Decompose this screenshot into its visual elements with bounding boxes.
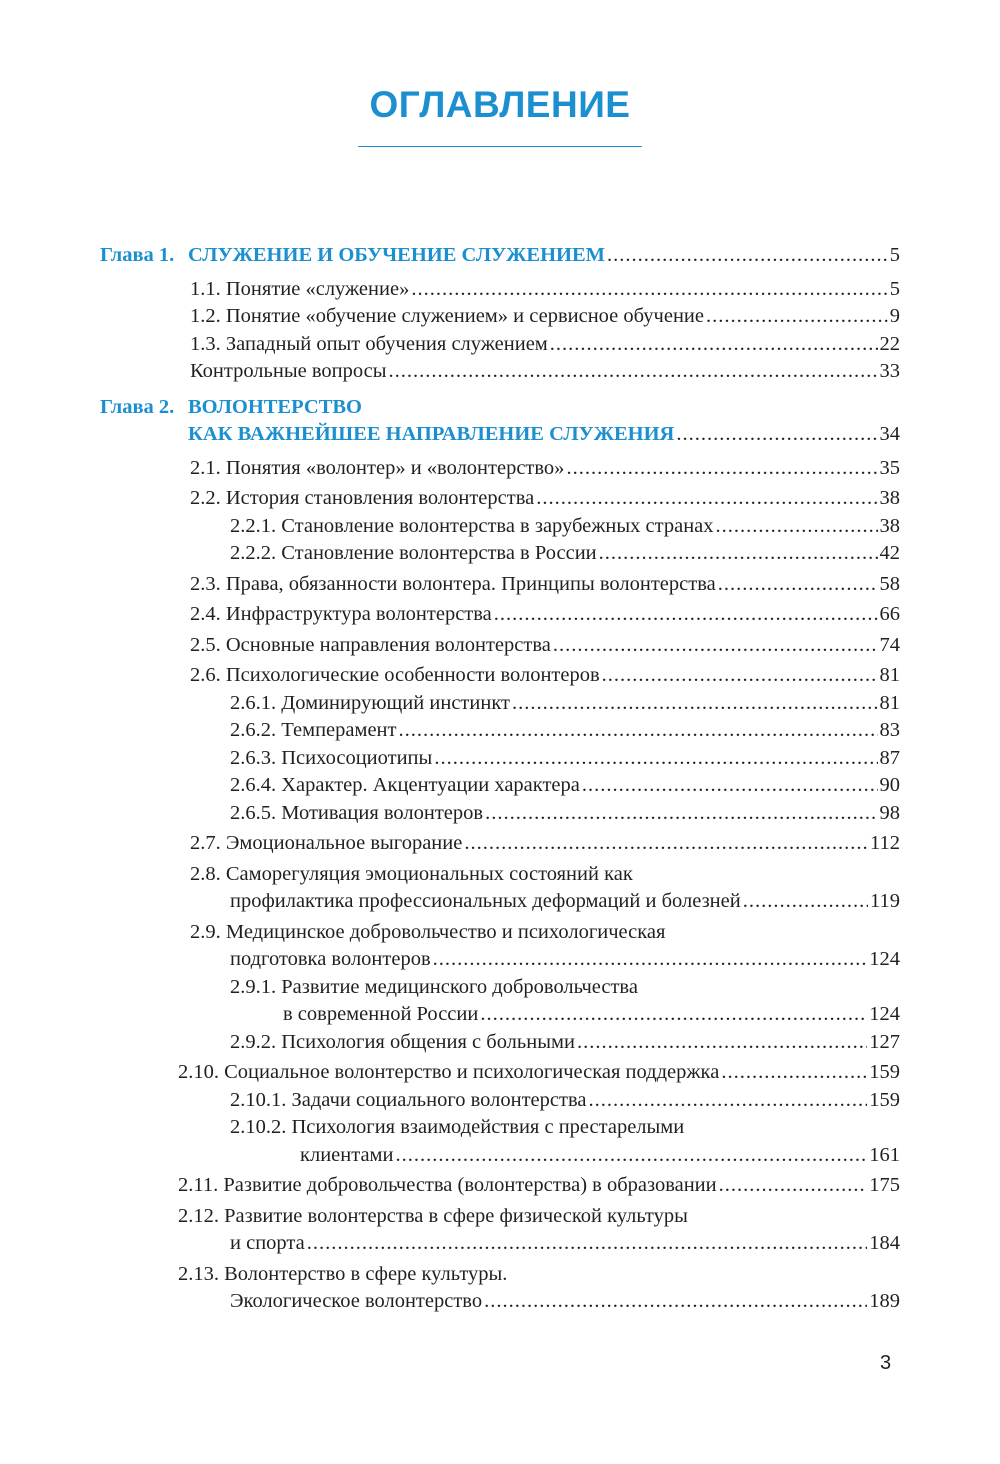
- entry-text: 1.1. Понятие «служение»: [190, 277, 410, 300]
- page-ref: 175: [869, 1174, 900, 1196]
- toc-entry-control-questions[interactable]: [100, 358, 900, 386]
- leader-dots: [480, 1001, 867, 1029]
- page-ref: 112: [870, 832, 900, 854]
- leader-dots: [395, 1142, 867, 1170]
- toc-entry-2-10-2[interactable]: [100, 1114, 900, 1169]
- toc-entry-1-2[interactable]: [100, 303, 900, 331]
- page-ref: 159: [869, 1088, 900, 1111]
- leader-dots: [411, 276, 887, 304]
- toc-entry-2-9-2[interactable]: [100, 1029, 900, 1057]
- entry-text: 2.4. Инфраструктура волонтерства: [190, 603, 492, 625]
- entry-text-line1: 2.8. Саморегуляция эмоциональных состояний как: [190, 862, 633, 885]
- leader-dots: [718, 571, 878, 599]
- page-title: ОГЛАВЛЕНИЕ: [369, 84, 631, 125]
- entry-text-line2: подготовка волонтеров: [230, 948, 431, 970]
- toc-entry-2-6-5[interactable]: [100, 800, 900, 828]
- entry-text: 2.1. Понятия «волонтер» и «волонтерство»: [190, 456, 565, 479]
- toc-chapter-2[interactable]: [100, 394, 900, 449]
- leader-dots: [494, 601, 878, 629]
- leader-dots: [582, 772, 878, 800]
- entry-text: Контрольные вопросы: [190, 360, 387, 382]
- toc-entry-2-2[interactable]: [100, 485, 900, 513]
- leader-dots: [553, 632, 878, 660]
- entry-text-line1: 2.10.2. Психология взаимодействия с престарелыми: [230, 1116, 685, 1138]
- entry-text: 2.7. Эмоциональное выгорание: [190, 832, 463, 854]
- page-ref: 58: [879, 572, 900, 595]
- page-ref: 119: [870, 890, 900, 912]
- entry-text-line2: клиентами: [300, 1143, 394, 1166]
- entry-text-line2: в современной России: [283, 1003, 479, 1025]
- page-number: 3: [880, 1352, 892, 1374]
- entry-text-line2: Экологическое волонтерство: [230, 1290, 483, 1312]
- page-ref: 5: [889, 277, 900, 300]
- page-ref: 90: [879, 774, 900, 796]
- leader-dots: [434, 745, 877, 773]
- page-ref: 34: [879, 423, 900, 445]
- chapter-prefix: Глава 2.: [100, 395, 175, 418]
- leader-dots: [550, 331, 878, 359]
- page-ref: 74: [879, 633, 900, 656]
- entry-text: 2.6.3. Психосоциотипы: [230, 746, 433, 769]
- page-ref: 81: [879, 691, 900, 714]
- entry-text-line1: 2.9. Медицинское добровольчество и психологическая: [190, 920, 666, 943]
- leader-dots: [719, 1172, 868, 1200]
- page-ref: 124: [869, 948, 900, 970]
- page-ref: 87: [879, 746, 900, 769]
- leader-dots: [566, 455, 877, 483]
- page-ref: 184: [869, 1232, 900, 1254]
- page-ref: 66: [879, 603, 900, 625]
- page-ref: 42: [879, 542, 900, 564]
- leader-dots: [512, 690, 878, 718]
- leader-dots: [485, 800, 877, 828]
- page-ref: 35: [879, 456, 900, 479]
- leader-dots: [464, 830, 868, 858]
- entry-text: 2.11. Развитие добровольчества (волонтерства) в образовании: [178, 1174, 717, 1196]
- title-underline: [358, 146, 642, 147]
- toc-entry-2-13[interactable]: [100, 1261, 900, 1316]
- chapter-title-line1: ВОЛОНТЕРСТВО: [188, 395, 362, 418]
- entry-text: 2.10.1. Задачи социального волонтерства: [230, 1088, 587, 1111]
- entry-text: 2.6.2. Темперамент: [230, 719, 397, 741]
- toc-entry-2-4[interactable]: [100, 601, 900, 629]
- page-ref: 33: [879, 360, 900, 382]
- toc-entry-2-6-4[interactable]: [100, 772, 900, 800]
- entry-text: 2.6.4. Характер. Акцентуации характера: [230, 774, 580, 796]
- toc-entry-2-9[interactable]: [100, 919, 900, 974]
- leader-dots: [577, 1029, 867, 1057]
- entry-text: 2.6.5. Мотивация волонтеров: [230, 801, 484, 824]
- toc-entry-2-6-1[interactable]: [100, 690, 900, 718]
- leader-dots: [307, 1230, 868, 1258]
- entry-text: 2.6. Психологические особенности волонтеров: [190, 664, 600, 686]
- entry-text: 2.6.1. Доминирующий инстинкт: [230, 691, 510, 714]
- toc-entry-2-6[interactable]: [100, 662, 900, 690]
- entry-text: 2.9.2. Психология общения с больными: [230, 1030, 575, 1053]
- entry-text: 2.3. Права, обязанности волонтера. Принципы волонтерства: [190, 572, 716, 595]
- entry-text-line1: 2.12. Развитие волонтерства в сфере физической культуры: [178, 1204, 688, 1227]
- toc-entry-2-10[interactable]: [100, 1059, 900, 1087]
- page-ref: 161: [869, 1143, 900, 1166]
- toc-entry-2-3[interactable]: [100, 571, 900, 599]
- entry-text-line1: 2.13. Волонтерство в сфере культуры.: [178, 1262, 508, 1285]
- toc-entry-2-5[interactable]: [100, 632, 900, 660]
- chapter-title-line2: КАК ВАЖНЕЙШЕЕ НАПРАВЛЕНИЕ СЛУЖЕНИЯ: [188, 423, 675, 445]
- toc-chapter-1[interactable]: [100, 242, 900, 270]
- page-ref: 9: [889, 305, 900, 327]
- toc-entry-2-1[interactable]: [100, 455, 900, 483]
- page-ref: 189: [869, 1290, 900, 1312]
- leader-dots: [721, 1059, 867, 1087]
- entry-text-line2: и спорта: [230, 1232, 305, 1254]
- entry-text: 2.2.1. Становление волонтерства в зарубежных странах: [230, 514, 714, 537]
- toc-entry-2-9-1[interactable]: [100, 974, 900, 1029]
- leader-dots: [716, 513, 878, 541]
- toc-entry-2-2-2[interactable]: [100, 540, 900, 568]
- leader-dots: [743, 888, 868, 916]
- leader-dots: [599, 540, 878, 568]
- leader-dots: [588, 1087, 867, 1115]
- entry-text: 2.2. История становления волонтерства: [190, 487, 535, 509]
- leader-dots: [607, 242, 888, 270]
- toc-entry-1-1[interactable]: [100, 276, 900, 304]
- leader-dots: [706, 303, 888, 331]
- leader-dots: [676, 421, 877, 449]
- chapter-prefix: Глава 1.: [100, 244, 175, 266]
- toc-entry-2-2-1[interactable]: [100, 513, 900, 541]
- leader-dots: [484, 1288, 867, 1316]
- toc-entry-2-11[interactable]: [100, 1172, 900, 1200]
- toc-entry-2-8[interactable]: [100, 861, 900, 916]
- page-ref: 81: [879, 664, 900, 686]
- entry-text-line2: профилактика профессиональных деформаций и болезней: [230, 890, 741, 912]
- entry-text: 1.3. Западный опыт обучения служением: [190, 332, 548, 355]
- entry-text: 2.5. Основные направления волонтерства: [190, 633, 551, 656]
- page-ref: 127: [869, 1030, 900, 1053]
- entry-text-line1: 2.9.1. Развитие медицинского добровольчества: [230, 975, 638, 998]
- page-ref: 5: [889, 244, 900, 266]
- page-ref: 83: [879, 719, 900, 741]
- toc-entry-2-7[interactable]: [100, 830, 900, 858]
- entry-text: 2.2.2. Становление волонтерства в России: [230, 542, 597, 564]
- page-ref: 38: [879, 487, 900, 509]
- page-ref: 98: [879, 801, 900, 824]
- leader-dots: [602, 662, 878, 690]
- toc-entry-2-6-2[interactable]: [100, 717, 900, 745]
- table-of-contents: [100, 236, 900, 1316]
- leader-dots: [398, 717, 877, 745]
- page-ref: 38: [879, 514, 900, 537]
- entry-text: 1.2. Понятие «обучение служением» и сервисное обучение: [190, 305, 704, 327]
- page-ref: 22: [879, 332, 900, 355]
- toc-entry-2-12[interactable]: [100, 1203, 900, 1258]
- leader-dots: [536, 485, 877, 513]
- page-ref: 124: [869, 1003, 900, 1025]
- entry-text: 2.10. Социальное волонтерство и психологическая поддержка: [178, 1061, 720, 1083]
- leader-dots: [433, 946, 868, 974]
- chapter-title: СЛУЖЕНИЕ И ОБУЧЕНИЕ СЛУЖЕНИЕМ: [188, 244, 606, 266]
- page-ref: 159: [869, 1061, 900, 1083]
- toc-entry-1-3[interactable]: [100, 331, 900, 359]
- toc-entry-2-10-1[interactable]: [100, 1087, 900, 1115]
- toc-entry-2-6-3[interactable]: [100, 745, 900, 773]
- leader-dots: [389, 358, 878, 386]
